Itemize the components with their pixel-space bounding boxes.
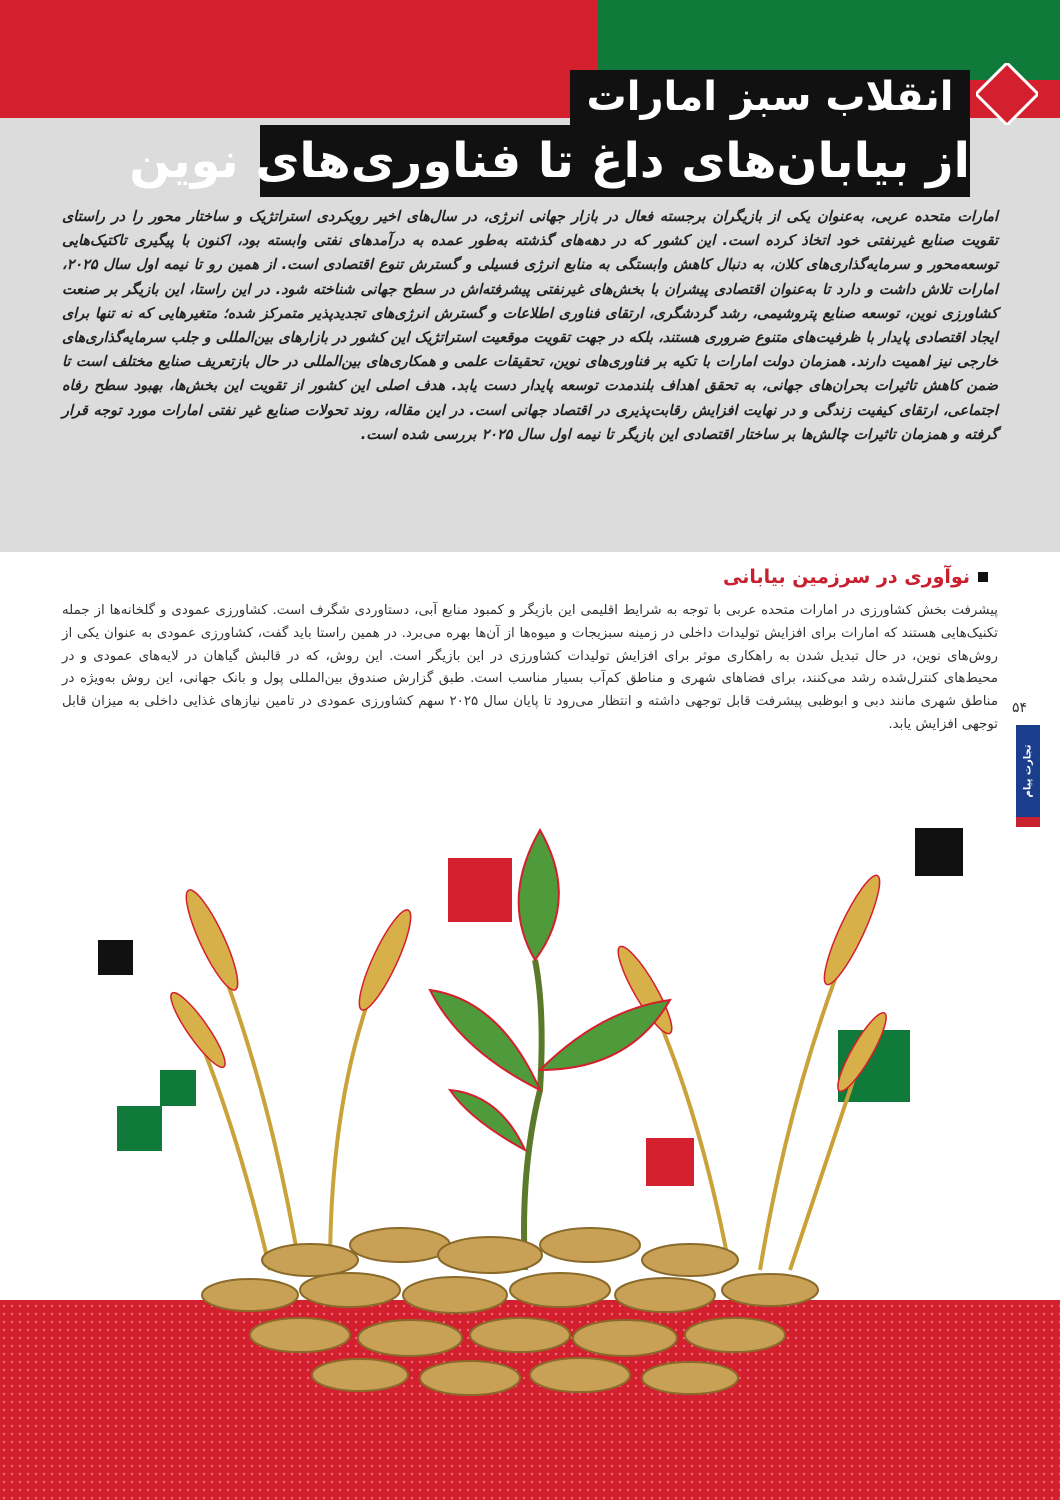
wheat-and-coins-illustration — [0, 790, 1060, 1500]
green-square-deco — [160, 1070, 196, 1106]
page-number: ۵۴ — [1012, 700, 1028, 716]
section-heading — [723, 566, 988, 588]
page-title-line2: از بیابان‌های داغ تا فناوری‌های نوین — [260, 125, 970, 197]
section-title: نوآوری در سرزمین بیابانی — [723, 566, 970, 588]
red-square-deco — [448, 858, 512, 922]
black-square-deco — [98, 940, 133, 975]
red-diamond-icon — [976, 63, 1038, 125]
side-tab-label: تجارت پیام — [1022, 744, 1034, 798]
section-body: پیشرفت بخش کشاورزی در امارات متحده عربی با توجه به شرایط اقلیمی این بازیگر و کمبود منابع آبی، دستاوردی شگرف است. کشاورزی عمودی و گلخانه‌ها از جمله تکنیک‌هایی هستند که امارات برای افزایش تولیدات داخلی در زمینه سبزیجات و میوه‌ها از آن‌ها بهره می‌برد. در همین راستا باید گفت، کشاورزی عمودی به عنوان یکی از روش‌های نوین، در حال تبدیل شدن به راهکاری موثر برای افزایش تولیدات کشاورزی در این بازیگر است. این روش، که در قالبش گیاهان در لایه‌های عمودی و در محیط‌های کنترل‌شده رشد می‌کنند، برای فضاهای شهری و مناطق کم‌آب بسیار مناسب است. طبق گزارش صندوق بین‌المللی پول و بانک جهانی، این روش به‌ویژه در مناطق شهری مانند دبی و ابوظبی پیشرفت قابل توجهی داشته و انتظار می‌رود تا پایان سال ۲۰۲۵ سهم کشاورزی عمودی در تامین نیازهای غذایی داخلی به میزان قابل توجهی افزایش یابد. — [62, 603, 999, 732]
black-square-deco — [915, 828, 963, 876]
square-bullet-icon — [978, 572, 988, 582]
green-square-deco — [117, 1106, 162, 1151]
red-square-deco — [646, 1138, 694, 1186]
intro-paragraph: امارات متحده عربی، به‌عنوان یکی از بازیگران برجسته فعال در بازار جهانی انرژی، در سال‌های اخیر رویکردی استراتژیک و ساختار محور را در راستای تقویت صنایع غیرنفتی خود اتخاذ کرده است. این کشور که در دهه‌های گذشته به‌طور عمده به درآمدهای نفتی وابسته بود، اکنون با پیگیری تاکتیک‌هایی توسعه‌محور و سرمایه‌گذاری‌های کلان، به دنبال کاهش وابستگی به منابع انرژی فسیلی و گسترش تنوع اقتصادی است. از همین رو تا نیمه اول سال ۲۰۲۵، امارات تلاش داشت و دارد تا به‌عنوان اقتصادی پیشران با بخش‌های غیرنفتی پیشرفته‌اش در سطح جهانی شناخته شود. در این راستا، این بازیگر بر صنعت کشاورزی نوین، توسعه صنایع پتروشیمی، رشد گردشگری، ارتقای فناوری اطلاعات و گسترش انرژی‌های تجدیدپذیر متمرکز شده؛ متغیرهایی که نه تنها برای ایجاد اقتصادی پایدار با ظرفیت‌های متنوع ضروری هستند، بلکه در جهت تقویت موقعیت استراتژیک این کشور در بازارهای بین‌المللی و جلب سرمایه‌گذاری‌های خارجی نیز اهمیت دارند. همزمان دولت امارات با تکیه بر فناوری‌های نوین، تحقیقات علمی و همکاری‌های بین‌المللی در حال بازتعریف صنایع مختلف است تا ضمن کاهش تاثیرات بحران‌های جهانی، به تحقق اهداف بلندمدت توسعه پایدار دست یابد. هدف اصلی این کشور از تقویت این بخش‌ها، بهبود سطح رفاه اجتماعی، ارتقای کیفیت زندگی و در نهایت افزایش رقابت‌پذیری در اقتصاد جهانی است. در این مقاله، روند تحولات صنایع غیر نفتی امارات مورد توجه قرار گرفته و همزمان تاثیرات چالش‌ها بر ساختار اقتصادی این بازیگر تا نیمه اول سال ۲۰۲۵ بررسی شده است. — [62, 209, 998, 443]
page-title-line1: انقلاب سبز امارات — [570, 70, 970, 125]
